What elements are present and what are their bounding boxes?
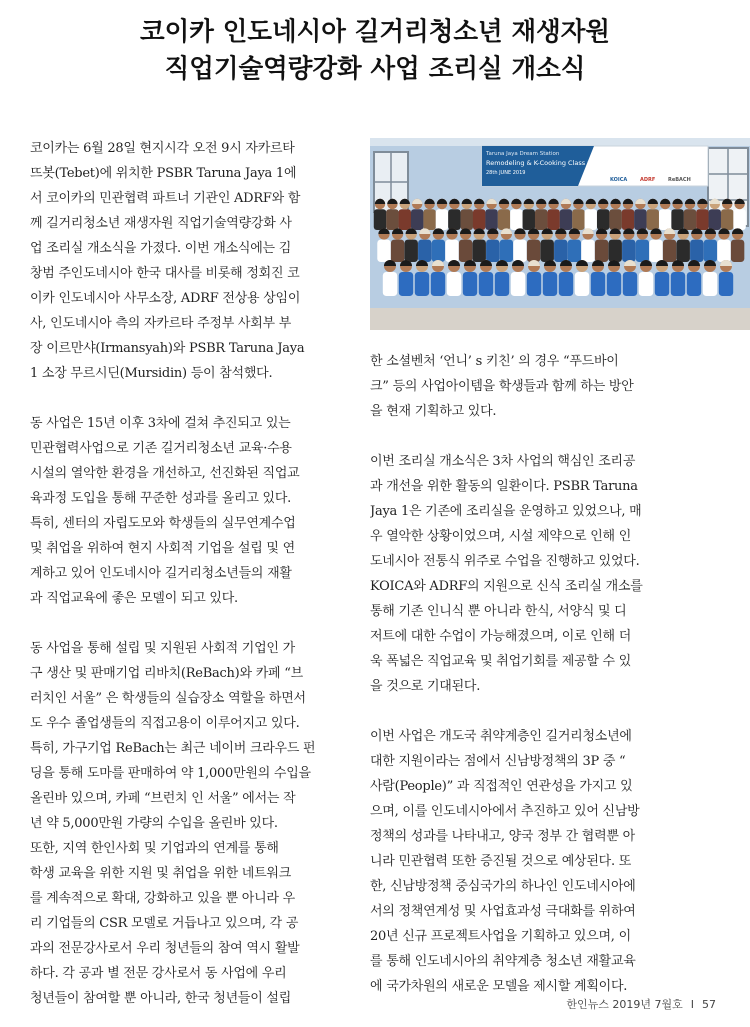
person-body: [383, 272, 397, 296]
person-body: [447, 272, 461, 296]
text-line: 올린바 있으며, 카페 “브런치 인 서울” 에서는 작: [30, 791, 296, 806]
text-line: 대한 지원이라는 점에서 신남방정책의 3P 중 “: [370, 754, 626, 769]
publication-name: 한인뉴스 2019년 7월호: [566, 998, 683, 1011]
text-line: 를 통해 인도네시아의 취약계층 청소년 재활교육: [370, 954, 636, 969]
text-line: 크” 등의 사업아이템을 학생들과 함께 하는 방안: [370, 379, 634, 394]
title-line-1: 코이카 인도네시아 길거리청소년 재생자원: [139, 17, 611, 47]
text-line: 우 열악한 상황이었으며, 시설 제약으로 인해 인: [370, 529, 632, 544]
person-body: [655, 272, 669, 296]
person-body: [500, 240, 513, 262]
person-body: [473, 209, 485, 230]
paragraph-gap: [30, 611, 352, 636]
person-body: [608, 240, 621, 262]
person-body: [639, 272, 653, 296]
person-body: [399, 272, 413, 296]
person-body: [418, 240, 431, 262]
text-line: 에 국가차원의 새로운 모델을 제시할 계획이다.: [370, 979, 628, 994]
person-body: [472, 240, 485, 262]
person-body: [585, 209, 597, 230]
text-line: 창범 주인도네시아 한국 대사를 비롯해 정회진 코: [30, 266, 300, 281]
person-body: [703, 272, 717, 296]
person-body: [696, 209, 708, 230]
text-line: 러치인 서울” 은 학생들의 실습장소 역할을 하면서: [30, 691, 306, 706]
person-body: [595, 240, 608, 262]
person-body: [554, 240, 567, 262]
banner-line-1: Taruna Jaya Dream Station: [486, 151, 560, 157]
text-line: 코이카는 6월 28일 현지시각 오전 9시 자카르타: [30, 141, 295, 156]
person-body: [568, 240, 581, 262]
text-line: 계하고 있어 인도네시아 길거리청소년들의 재활: [30, 566, 292, 581]
text-line: 서 코이카의 민관협력 파트너 기관인 ADRF와 함: [30, 191, 301, 206]
person-body: [479, 272, 493, 296]
text-line: 과 개선을 위한 활동의 일환이다. PSBR Taruna: [370, 479, 638, 494]
person-body: [690, 240, 703, 262]
person-body: [575, 272, 589, 296]
text-line: 특히, 센터의 자립도모와 학생들의 실무연계수업: [30, 516, 296, 531]
text-line: 저트에 대한 수업이 가능해졌으며, 이로 인해 더: [370, 629, 632, 644]
text-line: 딩을 통해 도마를 판매하여 약 1,000만원의 수입을: [30, 766, 311, 781]
person-body: [423, 209, 435, 230]
banner-logo-adrf: ADRF: [640, 177, 656, 183]
text-line: 시설의 열악한 환경을 개선하고, 선진화된 직업교: [30, 466, 300, 481]
person-body: [445, 240, 458, 262]
text-line: 업 조리실 개소식을 가졌다. 이번 개소식에는 김: [30, 241, 292, 256]
person-body: [572, 209, 584, 230]
person-body: [495, 272, 509, 296]
person-body: [404, 240, 417, 262]
text-line: 한, 신남방정책 중심국가의 하나인 인도네시아에: [370, 879, 636, 894]
person-body: [527, 240, 540, 262]
text-line: 육과정 도입을 통해 꾸준한 성과를 올리고 있다.: [30, 491, 292, 506]
person-body: [719, 272, 733, 296]
person-body: [731, 240, 744, 262]
text-line: 으며, 이를 인도네시아에서 추진하고 있어 신남방: [370, 804, 640, 819]
footer-separator: I: [690, 998, 694, 1011]
person-body: [671, 272, 685, 296]
banner-line-2: Remodeling & K-Cooking Class Opening Ceremony: [486, 159, 651, 167]
person-body: [523, 209, 535, 230]
person-body: [622, 240, 635, 262]
text-line: 도 우수 졸업생들의 직접고용이 이루어지고 있다.: [30, 716, 300, 731]
person-body: [463, 272, 477, 296]
article-title: [0, 14, 750, 88]
text-line: 리 기업들의 CSR 모델로 거듭나고 있으며, 각 공: [30, 916, 299, 931]
person-body: [676, 240, 689, 262]
page-number: 57: [702, 998, 716, 1011]
text-line: KOICA와 ADRF의 지원으로 신식 조리실 개소를: [370, 579, 643, 594]
text-line: 한 소셜벤처 ‘언니’ s 키친’ 의 경우 “푸드바이: [370, 354, 619, 369]
person-body: [684, 209, 696, 230]
text-line: 특히, 가구기업 ReBach는 최근 네이버 크라우드 펀: [30, 741, 316, 756]
banner-logo-koica: KOICA: [610, 177, 628, 183]
person-body: [461, 209, 473, 230]
text-line: 이번 사업은 개도국 취약계층인 길거리청소년에: [370, 729, 632, 744]
person-body: [659, 209, 671, 230]
text-line: 또한, 지역 한인사회 및 기업과의 연계를 통해: [30, 841, 279, 856]
text-line: 니라 민관협력 또한 증진될 것으로 예상된다. 또: [370, 854, 632, 869]
person-body: [634, 209, 646, 230]
text-line: 과의 전문강사로서 우리 청년들의 참여 역시 활발: [30, 941, 300, 956]
text-line: 동 사업을 통해 설립 및 지원된 사회적 기업인 가: [30, 641, 295, 656]
person-body: [498, 209, 510, 230]
person-body: [391, 240, 404, 262]
paragraph-gap: [370, 699, 722, 724]
person-body: [540, 240, 553, 262]
text-line: 20년 신규 프로젝트사업을 기획하고 있으며, 이: [370, 929, 631, 944]
text-line: 를 계속적으로 확대, 강화하고 있을 뿐 아니라 우: [30, 891, 295, 906]
person-body: [436, 209, 448, 230]
title-line-2: 직업기술역량강화 사업 조리실 개소식: [164, 54, 586, 84]
text-line: 이번 조리실 개소식은 3차 사업의 핵심인 조리공: [370, 454, 636, 469]
person-body: [597, 209, 609, 230]
text-line: 장 이르만샤(Irmansyah)와 PSBR Taruna Jaya: [30, 341, 305, 356]
person-body: [733, 209, 745, 230]
text-line: 욱 폭넓은 직업교육 및 취업기회를 제공할 수 있: [370, 654, 632, 669]
person-body: [432, 240, 445, 262]
person-body: [415, 272, 429, 296]
text-line: 께 길거리청소년 재생자원 직업기술역량강화 사: [30, 216, 292, 231]
person-body: [448, 209, 460, 230]
text-line: 및 취업을 위하여 현지 사회적 기업을 설립 및 연: [30, 541, 295, 556]
person-body: [459, 240, 472, 262]
person-body: [581, 240, 594, 262]
text-line: 청년들이 참여할 뿐 아니라, 한국 청년들이 설립: [30, 991, 292, 1006]
text-line: 과 직업교육에 좋은 모델이 되고 있다.: [30, 591, 238, 606]
person-body: [411, 209, 423, 230]
person-body: [511, 272, 525, 296]
banner-line-3: 28th JUNE 2019: [486, 170, 526, 176]
text-line: Jaya 1은 기존에 조리실을 운영하고 있었으나, 매: [370, 504, 642, 519]
text-line: 통해 기존 인니식 뿐 아니라 한식, 서양식 및 디: [370, 604, 627, 619]
text-line: 민관협력사업으로 기존 길거리청소년 교육·수용: [30, 441, 292, 456]
paragraph-gap: [30, 386, 352, 411]
text-line: 을 현재 기획하고 있다.: [370, 404, 497, 419]
text-line: 년 약 5,000만원 가량의 수입을 올린바 있다.: [30, 816, 278, 831]
person-body: [486, 240, 499, 262]
group-photo: [370, 138, 750, 330]
person-body: [704, 240, 717, 262]
person-body: [622, 209, 634, 230]
person-body: [591, 272, 605, 296]
banner-logo-rebach: ReBACH: [668, 177, 691, 183]
text-line: 학생 교육을 위한 지원 및 취업을 위한 네트워크: [30, 866, 292, 881]
text-line: 도네시아 전통식 위주로 수업을 진행하고 있었다.: [370, 554, 640, 569]
text-line: 을 것으로 기대된다.: [370, 679, 481, 694]
person-body: [623, 272, 637, 296]
person-body: [535, 209, 547, 230]
person-body: [609, 209, 621, 230]
paragraph-gap: [370, 424, 722, 449]
person-body: [386, 209, 398, 230]
person-body: [663, 240, 676, 262]
person-body: [709, 209, 721, 230]
text-line: 1 소장 무르시딘(Mursidin) 등이 참석했다.: [30, 366, 273, 381]
person-body: [431, 272, 445, 296]
person-body: [559, 272, 573, 296]
person-body: [374, 209, 386, 230]
text-line: 서의 정책연계성 및 사업효과성 극대화를 위하여: [370, 904, 636, 919]
person-body: [510, 209, 522, 230]
left-column: [30, 136, 352, 1011]
person-body: [513, 240, 526, 262]
person-body: [399, 209, 411, 230]
page-footer: [566, 996, 716, 1012]
person-body: [377, 240, 390, 262]
text-line: 동 사업은 15년 이후 3차에 걸쳐 추진되고 있는: [30, 416, 291, 431]
person-body: [560, 209, 572, 230]
person-body: [721, 209, 733, 230]
text-line: 하다. 각 공과 별 전문 강사로서 동 사업에 우리: [30, 966, 287, 981]
person-body: [649, 240, 662, 262]
person-body: [485, 209, 497, 230]
person-body: [607, 272, 621, 296]
person-body: [671, 209, 683, 230]
person-body: [636, 240, 649, 262]
person-body: [687, 272, 701, 296]
person-body: [527, 272, 541, 296]
person-body: [547, 209, 559, 230]
text-line: 사, 인도네시아 측의 자카르타 주정부 사회부 부: [30, 316, 292, 331]
person-body: [543, 272, 557, 296]
text-line: 사람(People)” 과 직접적인 연관성을 가지고 있: [370, 779, 633, 794]
person-body: [647, 209, 659, 230]
text-line: 뜨봇(Tebet)에 위치한 PSBR Taruna Jaya 1에: [30, 166, 297, 181]
right-column: [370, 349, 722, 999]
text-line: 구 생산 및 판매기업 리바치(ReBach)와 카페 “브: [30, 666, 303, 681]
text-line: 정책의 성과를 나타내고, 양국 정부 간 협력뿐 아: [370, 829, 635, 844]
text-line: 이카 인도네시아 사무소장, ADRF 전상용 상임이: [30, 291, 301, 306]
person-body: [717, 240, 730, 262]
